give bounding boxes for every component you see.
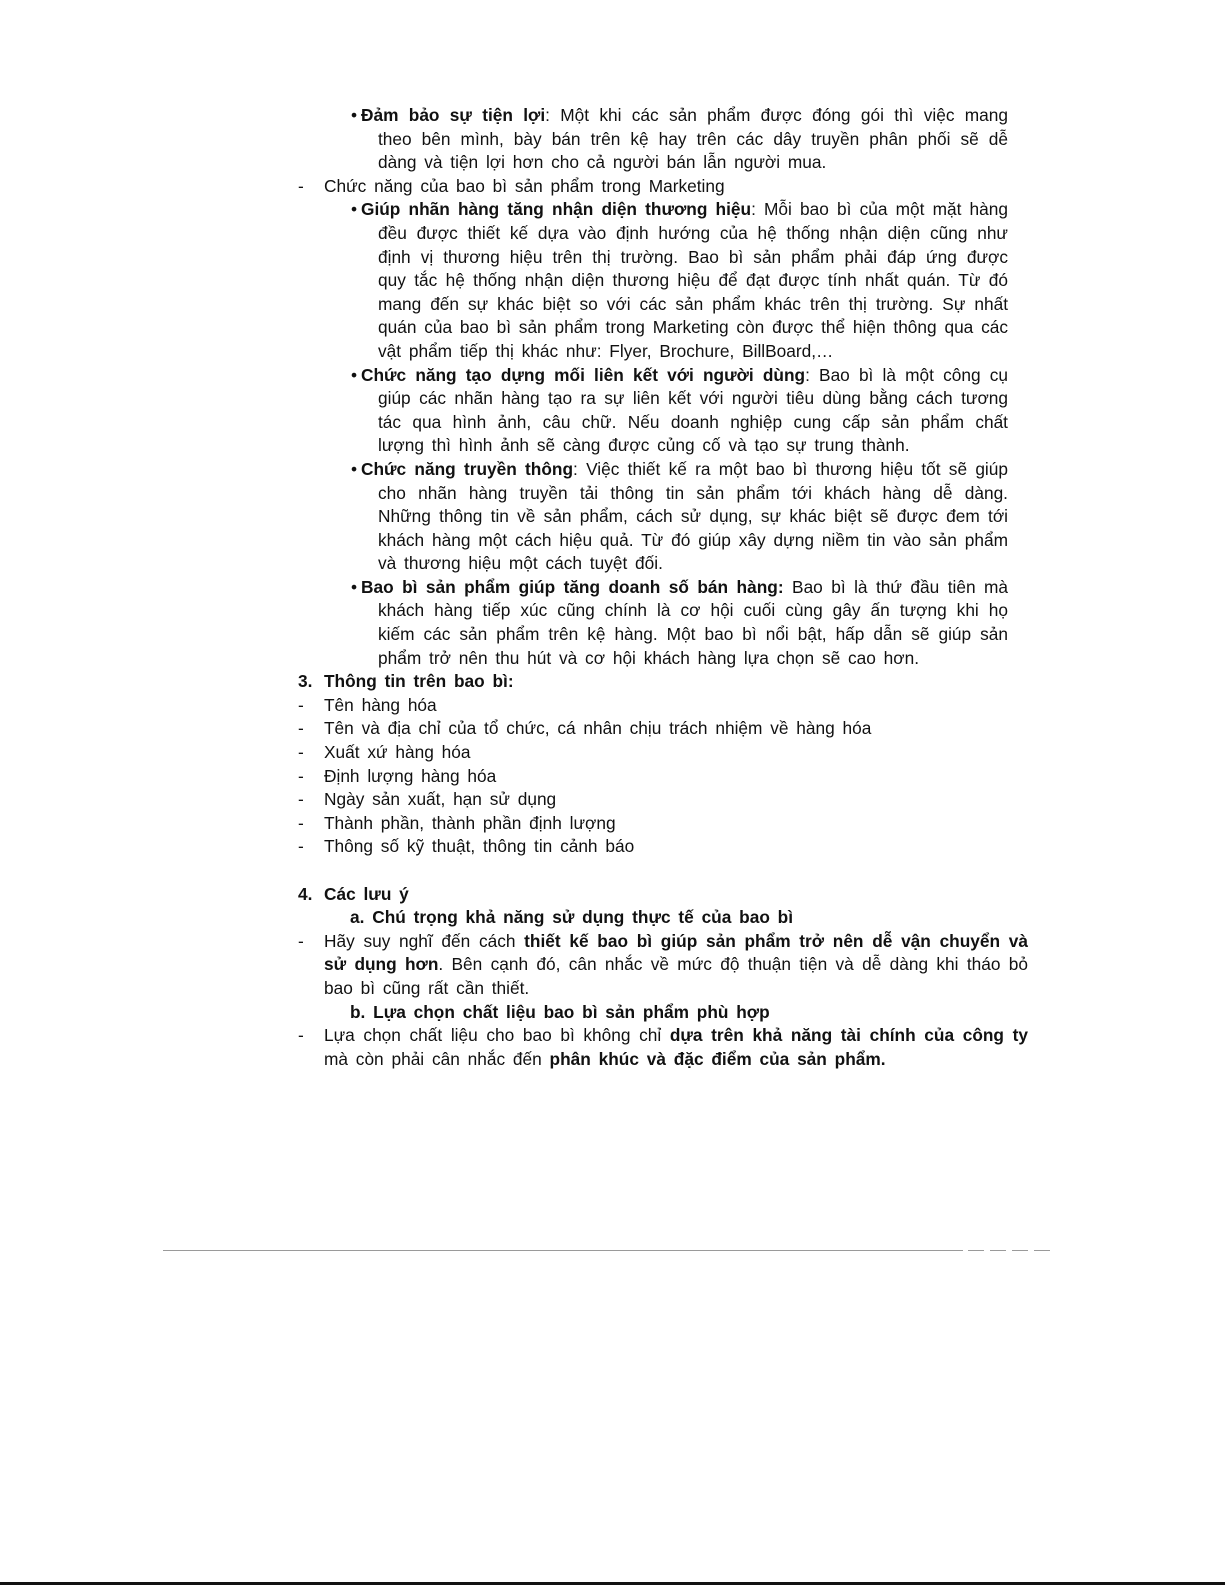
paragraph-text: . Bên cạnh đó, cân nhắc về mức độ thuận tiện và dễ dàng khi tháo bỏ bao bì cũng rất cần thiết. — [324, 954, 1028, 998]
bullet-text: : Một khi các sản phẩm được đóng gói thì việc mang theo bên mình, bày bán trên kệ hay trên các dây truyền phân phối sẽ dễ dàng và tiện lợi hơn cho cả người bán lẫn người mua. — [378, 105, 1008, 173]
bullet-text: : Mỗi bao bì của một mặt hàng đều được thiết kế dựa vào định hướng của hệ thống nhận diện cũng như định vị thương hiệu trên thị trường. Bao bì sản phẩm phải đáp ứng được quy tắc hệ thống nhận diện thương hiệu để đạt được tính nhất quán. Từ đó mang đến sự khác biệt so với các sản phẩm khác trên thị trường. Sự nhất quán của bao bì sản phẩm trong Marketing còn được thể hiện thông qua các vật phẩm tiếp thị khác như: Flyer, Brochure, BillBoard,… — [378, 199, 1008, 361]
bullet-dot: • — [351, 576, 358, 597]
dash-mark: - — [298, 765, 304, 786]
list-item — [298, 788, 1028, 812]
list-item — [298, 717, 1028, 741]
list-item — [298, 812, 1028, 836]
list-item-text: Thành phần, thành phần định lượng — [324, 812, 616, 833]
section-number: 4. — [298, 883, 313, 904]
bullet-dot: • — [351, 199, 358, 220]
list-item-text: Tên và địa chỉ của tổ chức, cá nhân chịu trách nhiệm về hàng hóa — [324, 718, 872, 739]
bullet-title: Chức năng truyền thông — [361, 458, 574, 479]
bullet-sales — [298, 576, 1008, 670]
bullet-brand-recognition — [298, 198, 1008, 363]
subsection-b-heading: b. Lựa chọn chất liệu bao bì sản phẩm phù hợp — [350, 1001, 770, 1022]
section-title: Các lưu ý — [324, 883, 409, 904]
dash-mark: - — [298, 930, 304, 951]
list-item-text: Xuất xứ hàng hóa — [324, 742, 471, 763]
bullet-title: Đảm bảo sự tiện lợi — [361, 105, 546, 125]
bullet-communication — [298, 458, 1008, 576]
paragraph-a — [298, 930, 1028, 1001]
bullet-dot: • — [351, 458, 358, 479]
dash-mark: - — [298, 718, 304, 739]
paragraph-text: mà còn phải cân nhắc đến — [324, 1048, 550, 1069]
marketing-intro-text: Chức năng của bao bì sản phẩm trong Marketing — [324, 175, 725, 196]
section-4-heading — [298, 883, 1028, 907]
list-item-text: Ngày sản xuất, hạn sử dụng — [324, 789, 557, 810]
paragraph-bold: thiết kế bao bì giúp sản phẩm trở nên dễ vận chuyển và sử dụng hơn — [324, 930, 1029, 975]
page-content — [298, 104, 1028, 1071]
section-3-heading — [298, 670, 1028, 694]
list-item-text: Thông số kỹ thuật, thông tin cảnh báo — [324, 836, 635, 857]
dash-mark: - — [298, 789, 304, 810]
bullet-text: : Bao bì là một công cụ giúp các nhãn hàng tạo ra sự liên kết với người tiêu dùng bằng cách tương tác qua hình ảnh, câu chữ. Nếu doanh nghiệp cung cấp sản phẩm chất lượng thì hình ảnh sẽ càng được củng cố và tạo sự trung thành. — [378, 364, 1008, 456]
bullet-text: Bao bì là thứ đầu tiên mà khách hàng tiếp xúc cũng chính là cơ hội cuối cùng gây ấn tượng khi họ kiếm các sản phẩm trên kệ hàng. Một bao bì nổi bật, hấp dẫn sẽ giúp sản phẩm trở nên thu hút và cơ hội khách hàng lựa chọn sẽ cao hơn. — [378, 576, 1009, 668]
bullet-title: Chức năng tạo dựng mối liên kết với người dùng — [361, 364, 806, 385]
list-item — [298, 741, 1028, 765]
paragraph-text: Hãy suy nghĩ đến cách — [324, 930, 525, 951]
list-item-text: Tên hàng hóa — [324, 694, 437, 715]
bullet-convenience — [298, 104, 1008, 175]
dash-mark: - — [298, 812, 304, 833]
dash-mark: - — [298, 836, 304, 857]
bullet-title: Giúp nhãn hàng tăng nhận diện thương hiệu — [361, 199, 752, 220]
bullet-user-connection — [298, 364, 1008, 458]
dash-mark: - — [298, 175, 304, 196]
bullet-dot: • — [351, 364, 358, 385]
paragraph-b — [298, 1024, 1028, 1071]
section-number: 3. — [298, 671, 313, 692]
list-item — [298, 694, 1028, 718]
paragraph-bold: dựa trên khả năng tài chính của công ty — [669, 1025, 1028, 1046]
list-item-text: Định lượng hàng hóa — [324, 765, 497, 786]
spacer — [298, 859, 1028, 883]
bullet-text: : Việc thiết kế ra một bao bì thương hiệu tốt sẽ giúp cho nhãn hàng truyền tải thông tin sản phẩm tới khách hàng dễ dàng. Những thông tin về sản phẩm, cách sử dụng, sự khác biệt sẽ được đem tới khách hàng một cách hiệu quả. Từ đó giúp xây dựng niềm tin vào sản phẩm và thương hiệu một cách tuyệt đối. — [378, 458, 1008, 574]
footer-divider — [163, 1250, 963, 1251]
dash-mark: - — [298, 742, 304, 763]
paragraph-bold: phân khúc và đặc điểm của sản phẩm. — [549, 1048, 886, 1069]
dash-mark: - — [298, 694, 304, 715]
bullet-title: Bao bì sản phẩm giúp tăng doanh số bán hàng: — [361, 576, 784, 597]
marketing-intro — [298, 175, 1028, 199]
bullet-dot: • — [351, 105, 358, 125]
paragraph-text: Lựa chọn chất liệu cho bao bì không chỉ — [324, 1025, 670, 1046]
list-item — [298, 765, 1028, 789]
section-title: Thông tin trên bao bì: — [324, 671, 514, 692]
footer-divider-dashes — [968, 1250, 1052, 1251]
dash-mark: - — [298, 1025, 304, 1046]
list-item — [298, 835, 1028, 859]
subsection-a-heading: a. Chú trọng khả năng sử dụng thực tế của bao bì — [350, 907, 794, 928]
